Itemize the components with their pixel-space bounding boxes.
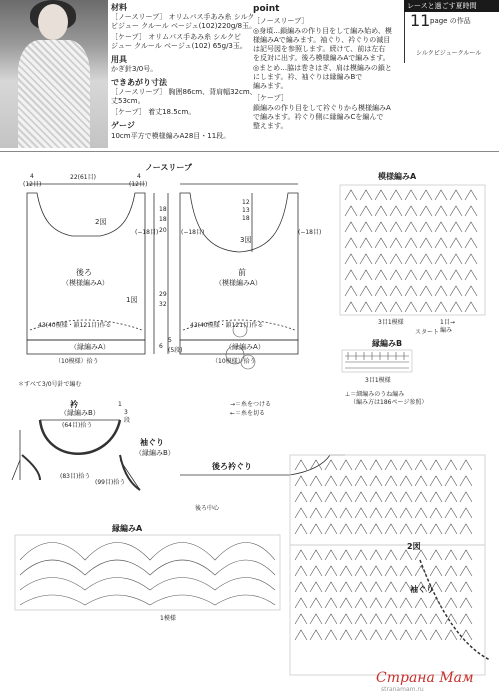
point-l1: ◎身頃…鎖編みの作り目をして編み始め、模 — [253, 27, 392, 35]
dim-1: (12目) — [23, 181, 42, 188]
fig3-label: 3図 — [240, 236, 252, 244]
edge-a-title: 縁編みA — [112, 524, 143, 533]
pattern-a-legend-a: 1目→ — [440, 319, 455, 326]
watermark-brand: Страна Мам — [376, 670, 474, 686]
point-l2: 様編みAで編みます。袖ぐり、衿ぐりの減目 — [253, 36, 391, 44]
total-back: （10模様）拾う — [55, 358, 99, 365]
collar-num3: 段 — [124, 417, 131, 424]
neck-chart-line — [180, 455, 345, 475]
thread-note2: ←＝糸を切る — [230, 410, 266, 417]
collar-sleeve-sub: （縁編みB） — [135, 449, 175, 457]
front-label: 前 — [238, 268, 246, 277]
cast-front: 43(40模様・鎖121目)作る — [190, 322, 264, 329]
dim-0: 4 — [30, 173, 34, 180]
pattern-a-title: 模様編みA — [378, 172, 417, 181]
page-suffix: page の作品 — [430, 17, 471, 25]
point-l5: ◎まとめ…脇は巻きはぎ、肩は模編みの鎖と — [253, 64, 392, 72]
materials-line2: ビジュー クルール ベージュ(102)220g/8玉。 — [111, 22, 257, 30]
all-note: ＊すべて3/0号針で編む — [18, 381, 82, 388]
dim-17: (−18目) — [181, 229, 205, 236]
back-outline — [27, 193, 145, 340]
back-label: 後ろ — [76, 268, 92, 277]
collar-num2: 3 — [124, 409, 128, 416]
pattern-b-frame — [342, 350, 412, 372]
legend-line2: （編み方は186ページ参照） — [350, 399, 428, 406]
pattern-a-frame — [340, 185, 485, 315]
dim-11: 13 — [242, 207, 250, 214]
collar-pick1: (64目)拾う — [62, 422, 93, 429]
watermark-url: stranamam.ru — [381, 686, 424, 693]
edge-a-repeat: 1模様 — [160, 615, 176, 622]
cast-back: 43(40模様・鎖121目)作る — [38, 322, 112, 329]
dim-3: 4 — [137, 173, 141, 180]
pattern-a-start: スタート — [415, 329, 440, 336]
point-l9: で編みます。衿ぐり側に縁編みCを編んで — [253, 113, 384, 121]
neck-sub: 後ろ中心 — [195, 505, 220, 512]
pattern-b-title: 縁編みB — [372, 339, 403, 348]
front-sub: （模様編みA） — [215, 279, 262, 287]
collar-num: 1 — [118, 401, 122, 408]
pattern-a-legend-b: 編み — [440, 327, 453, 334]
legend-line1: ⊥＝細編みのうね編み — [345, 391, 405, 398]
size-line1: ［ノースリーブ］ 胸囲86cm、背肩幅32cm、 — [111, 88, 257, 96]
materials-heading: 材料 — [111, 3, 127, 12]
size-line2: 丈53cm。 — [111, 97, 145, 105]
dim-9: 18 — [159, 216, 167, 223]
point-l8: 鎖編みの作り目をして衿ぐりから模様編みA — [253, 104, 391, 112]
dim-8: 32 — [159, 301, 167, 308]
dim-6: 20 — [159, 227, 167, 234]
pattern-a-stitches — [345, 190, 477, 312]
size-line3: ［ケープ］ 着丈18.5cm。 — [111, 108, 196, 116]
bottom-fig2: 2図 — [407, 542, 421, 551]
point-l10: 整えます。 — [253, 122, 288, 130]
dim-14: 5 — [168, 337, 172, 344]
edge-back: （縁編みA） — [70, 343, 110, 351]
dim-4: (12目) — [129, 181, 148, 188]
pattern-b-stitches — [345, 352, 409, 368]
tools-heading: 用具 — [111, 55, 127, 64]
point-l7: 編みます。 — [253, 82, 288, 90]
gauge-heading: ゲージ — [111, 121, 135, 130]
back-sub: （模様編みA） — [62, 279, 109, 287]
edge-front: （縁編みA） — [225, 343, 265, 351]
dim-2: 22(61目) — [70, 174, 96, 181]
dim-7: 29 — [159, 291, 167, 298]
pattern-a-repeat: 3目1模様 — [378, 319, 404, 326]
collar-pick2: (83目)拾う — [60, 473, 91, 480]
point-l3: は記号図を参照します。続けて、前は左右 — [253, 45, 386, 53]
materials-line4: ジュー クルール ベージュ(102) 65g/3玉。 — [111, 42, 247, 50]
dim-10: 12 — [242, 199, 250, 206]
point-sub1: ［ノースリーブ］ — [253, 17, 309, 25]
collar-pick3: (99目)拾う — [95, 479, 126, 486]
lower-chart2-frame — [290, 545, 485, 675]
point-l4: を反対に出す。後ろ模様編みAで編みます。 — [253, 54, 390, 62]
gauge-line1: 10cm平方で模様編みA28目・11段。 — [111, 132, 231, 140]
lower-chart-stitches — [295, 460, 472, 640]
yarn-series: シルクピジュークルール — [416, 50, 482, 57]
dim-18: (−18目) — [298, 229, 322, 236]
dim-13: 6 — [159, 343, 163, 350]
collar-title: 衿 — [70, 400, 78, 409]
dim-15: (5段) — [168, 347, 183, 354]
page-number: 11 — [410, 11, 431, 30]
collar-sleeve: 袖ぐり — [140, 438, 164, 447]
front-outline — [180, 193, 298, 340]
garment-title: ノースリーブ — [145, 163, 192, 172]
size-heading: できあがり寸法 — [111, 78, 167, 87]
dim-16: (−18目) — [135, 229, 159, 236]
total-front: （10模様）拾う — [212, 358, 256, 365]
series-title: レースと過ごす夏時間 — [404, 0, 499, 12]
materials-line1: ［ノースリーブ］ オリムパス手あみ糸 シルク — [111, 13, 255, 21]
tools-line1: かぎ針3/0号。 — [111, 65, 158, 73]
dim-12: 18 — [242, 215, 250, 222]
dim-5: 18 — [159, 206, 167, 213]
point-heading: point — [253, 4, 280, 14]
collar-sub: （縁編みB） — [60, 409, 100, 417]
point-l6: にします。衿、袖ぐりは縁編みBで — [253, 73, 363, 81]
pattern-b-repeat: 3目1模様 — [365, 377, 391, 384]
point-sub2: ［ケープ］ — [253, 94, 288, 102]
fig1-label: 1図 — [126, 296, 138, 304]
bottom-sleeve: 袖ぐり — [410, 585, 434, 594]
neck-title: 後ろ衿ぐり — [212, 462, 252, 471]
fig2-label: 2図 — [95, 218, 107, 226]
collar-armhole-left — [22, 455, 40, 480]
edge-a-fans — [20, 543, 275, 606]
materials-line3: ［ケープ］ オリムパス手あみ糸 シルクビ — [111, 33, 241, 41]
thread-note1: →＝糸をつける — [230, 401, 272, 408]
